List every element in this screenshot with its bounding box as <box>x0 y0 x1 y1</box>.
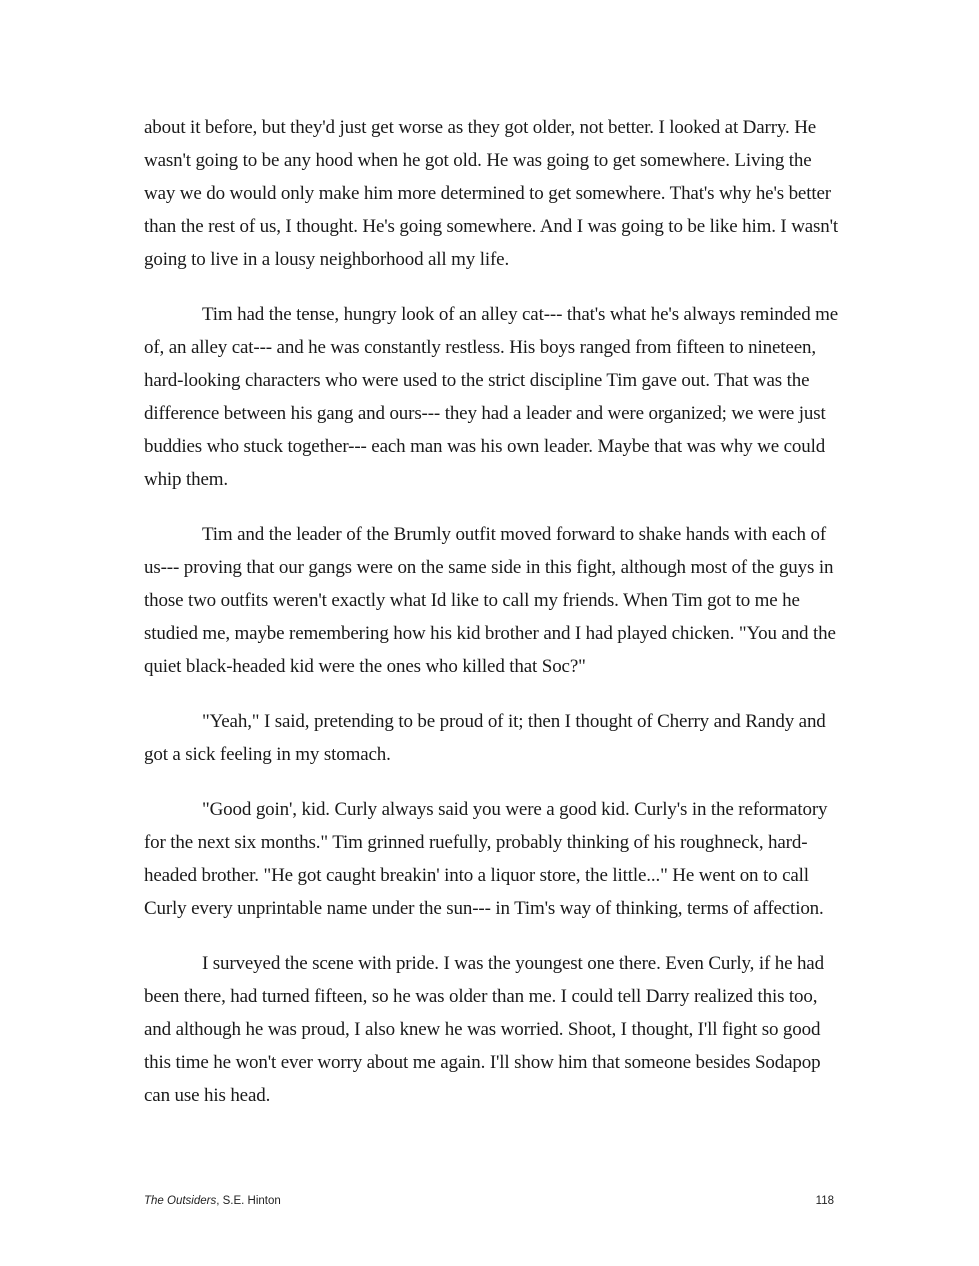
footer-author: , S.E. Hinton <box>216 1195 281 1207</box>
paragraph-5: "Good goin', kid. Curly always said you were a good kid. Curly's in the reformatory for the next six months." Tim grinned ruefully, probably thinking of his roughneck, hard-headed brother. "He got caught breakin' into a liquor store, the little..." He went on to call Curly every unprintable name under the sun--- in Tim's way of thinking, terms of affection. <box>144 799 828 919</box>
paragraph-4: "Yeah," I said, pretending to be proud of it; then I thought of Cherry and Randy and got a sick feeling in my stomach. <box>144 711 826 765</box>
body-text <box>144 111 844 1134</box>
page-number: 118 <box>815 1195 834 1207</box>
paragraph-6: I surveyed the scene with pride. I was the youngest one there. Even Curly, if he had been there, had turned fifteen, so he was older than me. I could tell Darry realized this too, and although he was proud, I also knew he was worried. Shoot, I thought, I'll fight so good this time he won't ever worry about me again. I'll show him that someone besides Sodapop can use his head. <box>144 953 824 1106</box>
paragraph-1: about it before, but they'd just get worse as they got older, not better. I looked at Darry. He wasn't going to be any hood when he got old. He was going to get somewhere. Living the way we do would only make him more determined to get somewhere. That's why he's better than the rest of us, I thought. He's going somewhere. And I was going to be like him. I wasn't going to live in a lousy neighborhood all my life. <box>144 117 839 270</box>
paragraph-3: Tim and the leader of the Brumly outfit moved forward to shake hands with each of us--- proving that our gangs were on the same side in this fight, although most of the guys in those two outfits weren't exactly what Id like to call my friends. When Tim got to me he studied me, maybe remembering how his kid brother and I had played chicken. "You and the quiet black-headed kid were the ones who killed that Soc?" <box>144 524 836 677</box>
footer-book-title: The Outsiders <box>144 1195 217 1207</box>
footer-citation <box>144 1195 281 1207</box>
paragraph-2: Tim had the tense, hungry look of an alley cat--- that's what he's always reminded me of, an alley cat--- and he was constantly restless. His boys ranged from fifteen to nineteen, hard-looking characters who were used to the strict discipline Tim gave out. That was the difference between his gang and ours--- they had a leader and were organized; we were just buddies who stuck together--- each man was his own leader. Maybe that was why we could whip them. <box>144 304 839 490</box>
